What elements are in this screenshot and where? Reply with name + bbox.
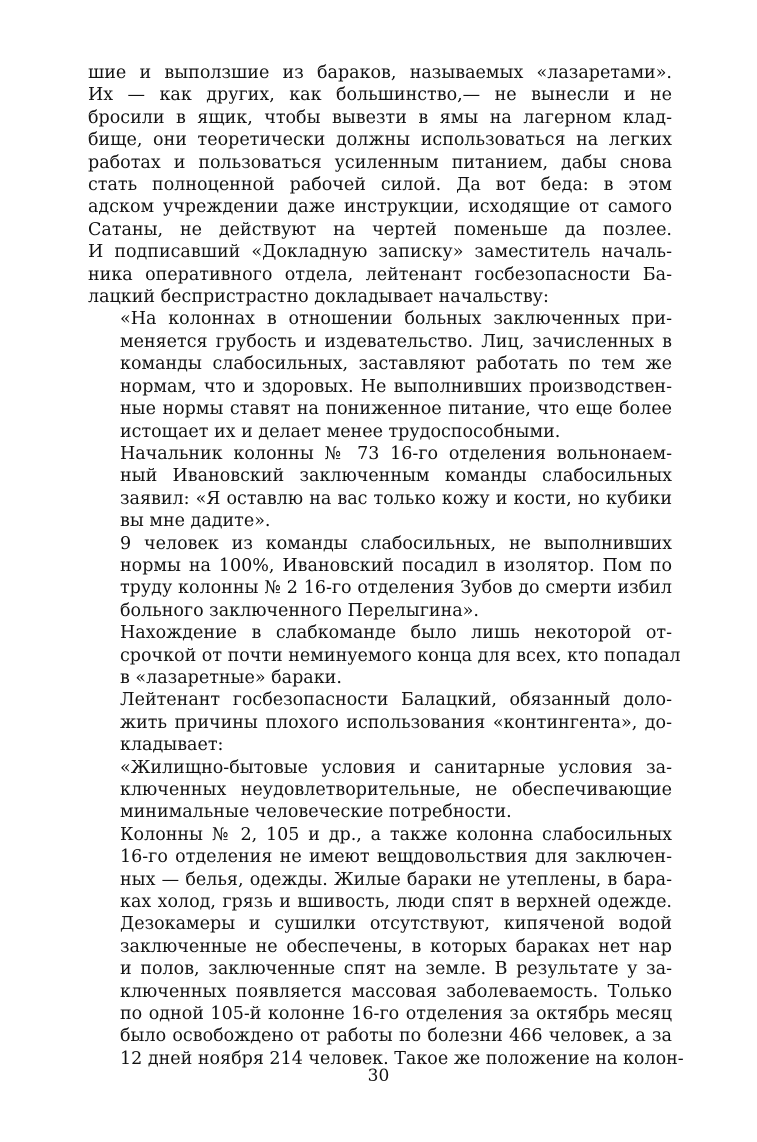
paragraph [88,308,672,442]
text-line: Колонны № 2, 105 и др., а также колонна слабосильных [120,824,672,845]
text-line: кладывает: [120,735,224,756]
text-line: по одной 105-й колонне 16-го отделения за октябрь месяц [120,1004,672,1025]
text-line: 12 дней ноября 214 человек. Такое же положение на колон- [120,1048,684,1069]
text-line: «Жилищно-бытовые условия и санитарные условия за- [120,757,672,778]
text-line: было освобождено от работы по болезни 466 человек, а за [120,1026,672,1047]
text-line: работах и пользоваться усиленным питанием, дабы снова [88,152,672,173]
paragraph [88,622,681,689]
text-line: Лейтенант госбезопасности Балацкий, обязанный доло- [120,690,672,711]
text-line: ных — белья, одежды. Жилые бараки не утеплены, в бара- [120,869,672,890]
text-line: ные нормы ставят на пониженное питание, что еще более [120,399,672,420]
text-line: ключенных появляется массовая заболеваемость. Только [120,981,672,1002]
text-line: нормы на 100%, Ивановский посадил в изолятор. Пом по [120,555,672,576]
paragraph [88,533,672,623]
text-line: И подписавший «Докладную записку» заместитель началь- [88,242,672,263]
text-line: «На колоннах в отношении больных заключенных при- [120,309,672,330]
text-line: ключенных неудовлетворительные, не обеспечивающие [120,780,672,800]
text-line: истощает их и делает менее трудоспособными. [120,421,561,442]
text-line: жить причины плохого использования «контингента», до- [120,712,672,733]
text-line: 16-го отделения не имеют вещдовольствия для заключен- [120,847,672,868]
body-text [88,62,684,1070]
text-line: ках холод, грязь и вшивость, люди спят в верхней одежде. [120,892,672,913]
page-number: 30 [367,1066,390,1086]
text-line: 9 человек из команды слабосильных, не выполнивших [120,533,672,554]
paragraph [88,757,672,824]
text-line: вы мне дадите». [120,511,271,532]
text-line: заявил: «Я оставлю на вас только кожу и кости, но кубики [120,488,672,509]
text-line: больного заключенного Перелыгина». [120,600,479,621]
text-line: ный Ивановский заключенным команды слабосильных [120,466,672,487]
paragraph [88,62,672,308]
text-line: нормам, что и здоровых. Не выполнивших производствен- [120,376,672,397]
text-line: труду колонны № 2 16-го отделения Зубов до смерти избил [120,578,672,599]
text-line: и полов, заключенные спят на земле. В результате у за- [120,959,672,980]
text-line: стать полноценной рабочей силой. Да вот беда: в этом [88,175,672,196]
paragraph [88,443,672,533]
text-line: бище, они теоретически должны использоваться на легких [88,130,672,151]
text-line: в «лазаретные» бараки. [120,667,342,688]
text-line: адском учреждении даже инструкции, исходящие от самого [88,197,672,218]
text-line: бросили в ящик, чтобы вывезти в ямы на лагерном клад- [88,107,672,128]
text-line: заключенные не обеспечены, в которых бараках нет нар [120,936,672,957]
text-line: минимальные человеческие потребности. [120,802,512,823]
text-line: меняется грубость и издевательство. Лиц, зачисленных в [120,331,672,352]
text-line: Начальник колонны № 73 16-го отделения вольнонаем- [120,443,672,464]
paragraph [88,824,684,1070]
text-line: ника оперативного отдела, лейтенант госбезопасности Ба- [88,264,672,285]
text-line: Дезокамеры и сушилки отсутствуют, кипяченой водой [120,914,672,935]
text-line: Нахождение в слабкоманде было лишь некоторой от- [120,623,672,644]
text-line: срочкой от почти неминуемого конца для всех, кто попадал [120,645,681,666]
text-line: Их — как других, как большинство,— не вынесли и не [88,85,672,106]
text-line: шие и выползшие из бараков, называемых «лазаретами». [88,63,672,83]
text-line: лацкий беспристрастно докладывает начальству: [88,287,549,308]
paragraph [88,689,672,756]
text-line: Сатаны, не действуют на чертей поменьше да позлее. [88,219,672,240]
text-line: команды слабосильных, заставляют работать по тем же [120,354,672,375]
